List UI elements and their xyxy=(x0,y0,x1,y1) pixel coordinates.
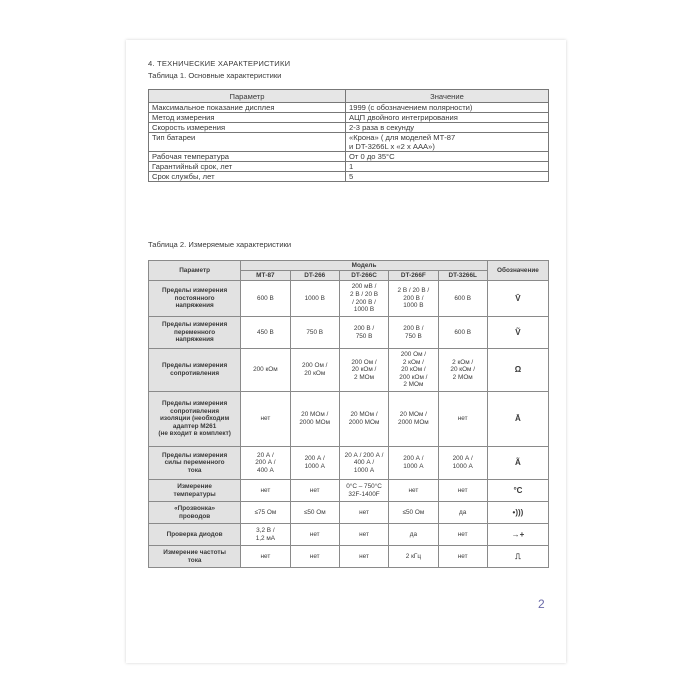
table1-header-parameter: Параметр xyxy=(149,90,346,103)
table2-value-cell: 0°С – 750°С 32F-1400F xyxy=(339,480,388,502)
table1-row xyxy=(149,133,549,152)
ohm-icon: Ω xyxy=(514,365,522,375)
table1-row xyxy=(149,162,549,172)
table2-value-cell: 20 А / 200 А / 400 А / 1000 А xyxy=(339,447,388,480)
table1-parameter-cell: Тип батареи xyxy=(149,133,346,152)
table1-parameter-cell: Максимальное показание дисплея xyxy=(149,103,346,113)
model-dt-266f: DT-266F xyxy=(389,271,438,281)
table1-row xyxy=(149,113,549,123)
table1-value-cell: АЦП двойного интегрирования xyxy=(346,113,549,123)
table1-parameter-cell: Срок службы, лет xyxy=(149,172,346,182)
table2-symbol-cell xyxy=(487,317,548,349)
continuity-icon: •))) xyxy=(512,507,524,517)
table2-value-cell: 3,2 В / 1,2 мА xyxy=(241,524,290,546)
table2-value-cell: нет xyxy=(438,546,487,568)
ac-current-icon: Ã xyxy=(515,458,521,468)
table2-value-cell: 200 Ом / 20 кОм xyxy=(290,349,339,392)
dc-voltage-icon: V̄ xyxy=(515,293,521,303)
table2-value-cell: нет xyxy=(339,502,388,524)
table2-header-row xyxy=(149,261,549,271)
table2-parameter-cell: Пределы измерения сопротивления xyxy=(149,349,241,392)
temperature-icon: °С xyxy=(513,485,523,495)
table2-value-cell: 20 МОм / 2000 МОм xyxy=(290,392,339,447)
table2-value-cell: 2 кГц xyxy=(389,546,438,568)
table1-value-cell: 5 xyxy=(346,172,549,182)
page-number: 2 xyxy=(538,597,545,611)
table2-row xyxy=(149,281,549,317)
table2-symbol-cell xyxy=(487,502,548,524)
table2-header-symbol: Обозначение xyxy=(487,261,548,281)
table1-row xyxy=(149,103,549,113)
table2-parameter-cell: Пределы измерения постоянного напряжения xyxy=(149,281,241,317)
table1-row xyxy=(149,172,549,182)
table2-symbol-cell xyxy=(487,524,548,546)
table2-row xyxy=(149,546,549,568)
table2-value-cell: нет xyxy=(339,546,388,568)
table2-value-cell: 200 Ом / 2 кОм / 20 кОм / 200 кОм / 2 МОм xyxy=(389,349,438,392)
table2-row xyxy=(149,317,549,349)
table2-value-cell: 20 МОм / 2000 МОм xyxy=(389,392,438,447)
table2-parameter-cell: «Прозвонка» проводов xyxy=(149,502,241,524)
table2-value-cell: 200 А / 1000 А xyxy=(438,447,487,480)
table2-value-cell: нет xyxy=(438,524,487,546)
table2-row xyxy=(149,480,549,502)
table2-row xyxy=(149,392,549,447)
table2-symbol-cell xyxy=(487,281,548,317)
table2-value-cell: 20 А / 200 А / 400 А xyxy=(241,447,290,480)
table2-value-cell: ≤75 Ом xyxy=(241,502,290,524)
table2-value-cell: 20 МОм / 2000 МОм xyxy=(339,392,388,447)
table1-parameter-cell: Рабочая температура xyxy=(149,152,346,162)
table2-caption: Таблица 2. Измеряемые характеристики xyxy=(148,240,292,249)
table2-value-cell: 750 В xyxy=(290,317,339,349)
table2-parameter-cell: Пределы измерения сопротивления изоляции (необходим адаптер M261 (не входит в комплект) xyxy=(149,392,241,447)
table2-header-model: Модель xyxy=(241,261,488,271)
table2-value-cell: 200 А / 1000 А xyxy=(389,447,438,480)
table2-value-cell: 200 В / 750 В xyxy=(339,317,388,349)
model-mt-87: МТ-87 xyxy=(241,271,290,281)
insulation-icon: Ā xyxy=(515,414,521,424)
table2-parameter-cell: Измерение температуры xyxy=(149,480,241,502)
table1-row xyxy=(149,152,549,162)
table2-symbol-cell xyxy=(487,392,548,447)
table2-value-cell: нет xyxy=(241,392,290,447)
table2-value-cell: нет xyxy=(339,524,388,546)
table2-value-cell: 200 В / 750 В xyxy=(389,317,438,349)
document-page xyxy=(126,40,566,663)
ac-voltage-icon: Ṽ xyxy=(515,327,521,337)
section-title: 4. ТЕХНИЧЕСКИЕ ХАРАКТЕРИСТИКИ xyxy=(148,59,291,68)
table1-value-cell: «Крона» ( для моделей МТ-87 и DT-3266L х «2 х ААА») xyxy=(346,133,549,152)
table2-value-cell: ≤50 Ом xyxy=(389,502,438,524)
frequency-icon: ⎍ xyxy=(515,551,521,561)
table2-parameter-cell: Проверка диодов xyxy=(149,524,241,546)
table1-row xyxy=(149,123,549,133)
measured-characteristics-table xyxy=(148,260,549,568)
table2-row xyxy=(149,524,549,546)
table2-symbol-cell xyxy=(487,447,548,480)
model-dt-3266l: DT-3266L xyxy=(438,271,487,281)
model-dt-266: DT-266 xyxy=(290,271,339,281)
table1-value-cell: 1999 (с обозначением полярности) xyxy=(346,103,549,113)
table2-value-cell: нет xyxy=(290,480,339,502)
table2-symbol-cell xyxy=(487,349,548,392)
table1-value-cell: 2-3 раза в секунду xyxy=(346,123,549,133)
table2-value-cell: 200 мВ / 2 В / 20 В / 200 В / 1000 В xyxy=(339,281,388,317)
table2-value-cell: 1000 В xyxy=(290,281,339,317)
table2-value-cell: нет xyxy=(438,392,487,447)
table2-parameter-cell: Измерение частоты тока xyxy=(149,546,241,568)
table2-value-cell: да xyxy=(389,524,438,546)
table1-value-cell: От 0 до 35°С xyxy=(346,152,549,162)
table2-value-cell: 450 В xyxy=(241,317,290,349)
table2-parameter-cell: Пределы измерения переменного напряжения xyxy=(149,317,241,349)
table1-caption: Таблица 1. Основные характеристики xyxy=(148,71,282,80)
table2-row xyxy=(149,502,549,524)
table1-header-value: Значение xyxy=(346,90,549,103)
table2-value-cell: нет xyxy=(241,546,290,568)
table2-header-parameter: Параметр xyxy=(149,261,241,281)
table1-value-cell: 1 xyxy=(346,162,549,172)
table2-value-cell: 200 Ом / 20 кОм / 2 МОм xyxy=(339,349,388,392)
table2-value-cell: нет xyxy=(438,480,487,502)
table2-value-cell: 600 В xyxy=(438,317,487,349)
table2-value-cell: нет xyxy=(389,480,438,502)
table2-value-cell: 200 кОм xyxy=(241,349,290,392)
table2-value-cell: 600 В xyxy=(438,281,487,317)
main-characteristics-table xyxy=(148,89,549,182)
diode-icon: →+ xyxy=(511,529,525,539)
table2-value-cell: ≤50 Ом xyxy=(290,502,339,524)
table1-parameter-cell: Гарантийный срок, лет xyxy=(149,162,346,172)
table2-symbol-cell xyxy=(487,480,548,502)
table1-parameter-cell: Скорость измерения xyxy=(149,123,346,133)
table2-parameter-cell: Пределы измерения силы переменного тока xyxy=(149,447,241,480)
table2-value-cell: 600 В xyxy=(241,281,290,317)
table2-value-cell: нет xyxy=(290,524,339,546)
table2-value-cell: 200 А / 1000 А xyxy=(290,447,339,480)
table2-symbol-cell xyxy=(487,546,548,568)
table2-value-cell: 2 кОм / 20 кОм / 2 МОм xyxy=(438,349,487,392)
model-dt-266c: DT-266C xyxy=(339,271,388,281)
table2-row xyxy=(149,349,549,392)
table2-row xyxy=(149,447,549,480)
table2-value-cell: нет xyxy=(241,480,290,502)
table1-parameter-cell: Метод измерения xyxy=(149,113,346,123)
table2-value-cell: нет xyxy=(290,546,339,568)
table2-value-cell: 2 В / 20 В / 200 В / 1000 В xyxy=(389,281,438,317)
table2-value-cell: да xyxy=(438,502,487,524)
table1-header-row xyxy=(149,90,549,103)
